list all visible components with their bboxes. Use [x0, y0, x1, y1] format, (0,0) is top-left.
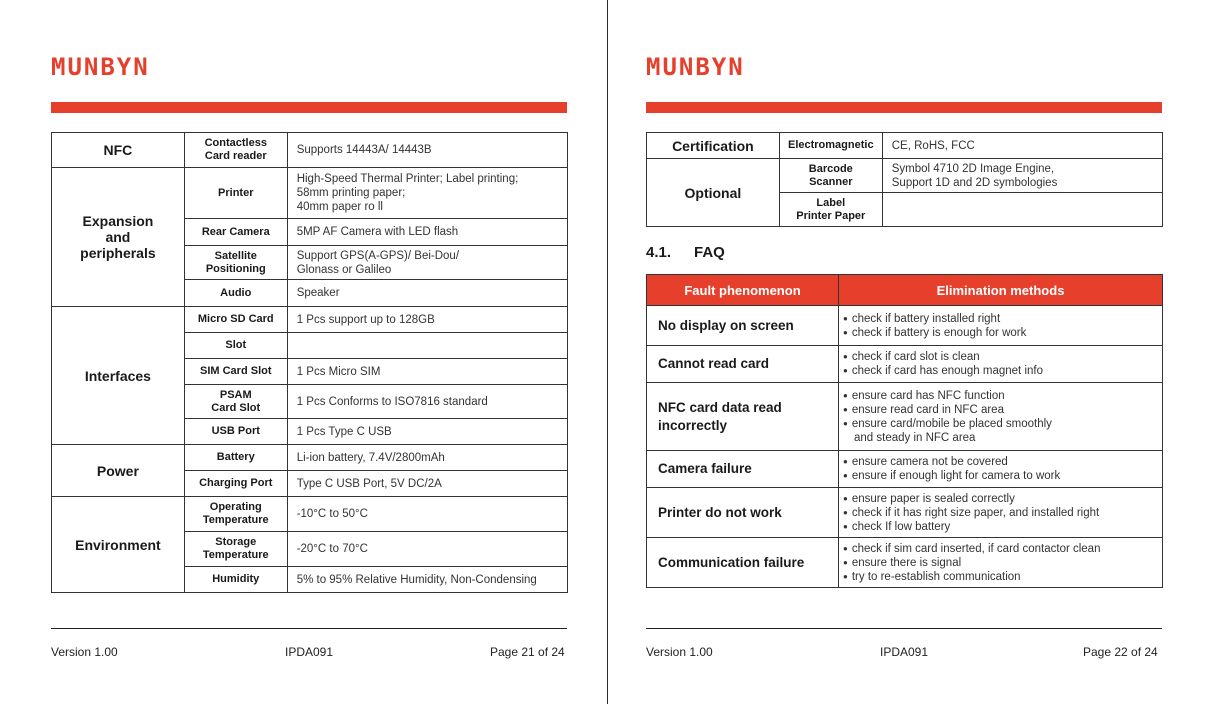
cert-group-label: Optional	[647, 159, 780, 227]
faq-method-item: and steady in NFC area	[854, 431, 976, 444]
spec-item-label: Slot	[184, 333, 287, 359]
spec-item-value: Type C USB Port, 5V DC/2A	[287, 471, 567, 497]
spec-row	[52, 497, 568, 532]
faq-methods	[839, 538, 1163, 588]
spec-item-value: Li-ion battery, 7.4V/2800mAh	[287, 445, 567, 471]
faq-row	[647, 488, 1163, 538]
spec-item-label: USB Port	[184, 419, 287, 445]
faq-header-phenomenon: Fault phenomenon	[647, 275, 839, 306]
spec-item-label: SIM Card Slot	[184, 359, 287, 385]
faq-methods	[839, 383, 1163, 451]
spec-item-value: High-Speed Thermal Printer; Label printing; 58mm printing paper; 40mm paper ro ll	[287, 168, 567, 219]
spec-group-label: NFC	[52, 133, 185, 168]
spec-item-value: 5MP AF Camera with LED flash	[287, 219, 567, 246]
faq-method-item: ● check if card slot is clean	[843, 350, 1161, 364]
spec-group-label: Expansion and peripherals	[52, 168, 185, 307]
faq-methods	[839, 306, 1163, 346]
faq-method-item: ● check if sim card inserted, if card contactor clean	[843, 542, 1161, 556]
footer-version: Version 1.00	[646, 645, 713, 659]
header-accent-bar	[646, 102, 1162, 113]
section-heading	[646, 244, 725, 261]
faq-fault: Printer do not work	[647, 488, 839, 538]
faq-header-methods: Elimination methods	[839, 275, 1163, 306]
faq-row	[647, 383, 1163, 451]
faq-row	[647, 346, 1163, 383]
footer-page-number: Page 21 of 24	[490, 645, 565, 659]
spec-table	[51, 132, 568, 593]
cert-item-label: Label Printer Paper	[779, 193, 882, 227]
faq-row	[647, 538, 1163, 588]
spec-item-value: Support GPS(A-GPS)/ Bei-Dou/ Glonass or Galileo	[287, 246, 567, 280]
faq-methods	[839, 451, 1163, 488]
spec-item-label: Micro SD Card	[184, 307, 287, 333]
cert-item-value: Symbol 4710 2D Image Engine, Support 1D and 2D symbologies	[882, 159, 1162, 193]
section-title: FAQ	[694, 244, 725, 261]
faq-fault: Camera failure	[647, 451, 839, 488]
cert-table	[646, 132, 1163, 227]
footer-model: IPDA091	[285, 645, 334, 659]
faq-row	[647, 451, 1163, 488]
spec-item-value: Supports 14443A/ 14443B	[287, 133, 567, 168]
spec-item-label: Satellite Positioning	[184, 246, 287, 280]
cert-item-label: Electromagnetic	[779, 133, 882, 159]
faq-method-item: ● ensure there is signal	[843, 556, 1161, 570]
spec-item-label: Battery	[184, 445, 287, 471]
faq-row	[647, 306, 1163, 346]
faq-method-list	[843, 492, 1161, 534]
spec-item-value: 1 Pcs Type C USB	[287, 419, 567, 445]
spec-row	[52, 307, 568, 333]
spec-item-label: Charging Port	[184, 471, 287, 497]
spec-item-label: Operating Temperature	[184, 497, 287, 532]
spec-item-value: 1 Pcs Micro SIM	[287, 359, 567, 385]
faq-method-item: ● check if battery installed right	[843, 312, 1161, 326]
cert-row	[647, 133, 1163, 159]
spec-item-value: -20°C to 70°C	[287, 532, 567, 567]
spec-item-value: 1 Pcs support up to 128GB	[287, 307, 567, 333]
cert-group-label: Certification	[647, 133, 780, 159]
spec-item-label: Printer	[184, 168, 287, 219]
spec-item-label: PSAM Card Slot	[184, 385, 287, 419]
footer-rule	[646, 628, 1162, 629]
spec-item-value: 5% to 95% Relative Humidity, Non-Condensing	[287, 567, 567, 593]
faq-fault: No display on screen	[647, 306, 839, 346]
spec-group-label: Environment	[52, 497, 185, 593]
spec-item-value: -10°C to 50°C	[287, 497, 567, 532]
spec-row	[52, 445, 568, 471]
faq-methods	[839, 488, 1163, 538]
faq-method-item: ● check if battery is enough for work	[843, 326, 1161, 340]
faq-method-item: ● ensure card/mobile be placed smoothly	[843, 417, 1161, 431]
cert-item-value	[882, 193, 1162, 227]
cert-item-value: CE, RoHS, FCC	[882, 133, 1162, 159]
spec-item-label: Contactless Card reader	[184, 133, 287, 168]
munbyn-logo: MUNBYN	[51, 53, 150, 81]
faq-method-item: ● check if it has right size paper, and installed right	[843, 506, 1161, 520]
cert-row	[647, 159, 1163, 193]
faq-method-item: ● ensure if enough light for camera to work	[843, 469, 1161, 483]
faq-method-item: ● ensure paper is sealed correctly	[843, 492, 1161, 506]
spec-row	[52, 168, 568, 219]
faq-table	[646, 274, 1163, 588]
faq-fault: Cannot read card	[647, 346, 839, 383]
faq-method-item: ● check if card has enough magnet info	[843, 364, 1161, 378]
faq-method-list	[843, 312, 1161, 340]
faq-method-list	[843, 455, 1161, 483]
faq-method-item: ● try to re-establish communication	[843, 570, 1161, 584]
footer-rule	[51, 628, 567, 629]
faq-method-list	[843, 389, 1161, 445]
section-number: 4.1.	[646, 244, 672, 261]
spec-item-label: Humidity	[184, 567, 287, 593]
footer-page-number: Page 22 of 24	[1083, 645, 1158, 659]
cert-item-label: Barcode Scanner	[779, 159, 882, 193]
right-page	[608, 0, 1214, 704]
spec-item-value: Speaker	[287, 280, 567, 307]
header-accent-bar	[51, 102, 567, 113]
faq-fault: NFC card data read incorrectly	[647, 383, 839, 451]
spec-row	[52, 133, 568, 168]
faq-method-item: ● ensure card has NFC function	[843, 389, 1161, 403]
spec-group-label: Interfaces	[52, 307, 185, 445]
faq-method-item: ● ensure read card in NFC area	[843, 403, 1161, 417]
faq-method-item: ● check If low battery	[843, 520, 1161, 534]
spec-group-label: Power	[52, 445, 185, 497]
spec-item-label: Rear Camera	[184, 219, 287, 246]
spec-item-label: Audio	[184, 280, 287, 307]
faq-fault: Communication failure	[647, 538, 839, 588]
faq-method-list	[843, 542, 1161, 584]
faq-method-item: ● ensure camera not be covered	[843, 455, 1161, 469]
footer-model: IPDA091	[880, 645, 929, 659]
faq-method-list	[843, 350, 1161, 378]
spec-item-value: 1 Pcs Conforms to ISO7816 standard	[287, 385, 567, 419]
faq-methods	[839, 346, 1163, 383]
spec-item-label: Storage Temperature	[184, 532, 287, 567]
spec-item-value	[287, 333, 567, 359]
munbyn-logo: MUNBYN	[646, 53, 745, 81]
footer-version: Version 1.00	[51, 645, 118, 659]
